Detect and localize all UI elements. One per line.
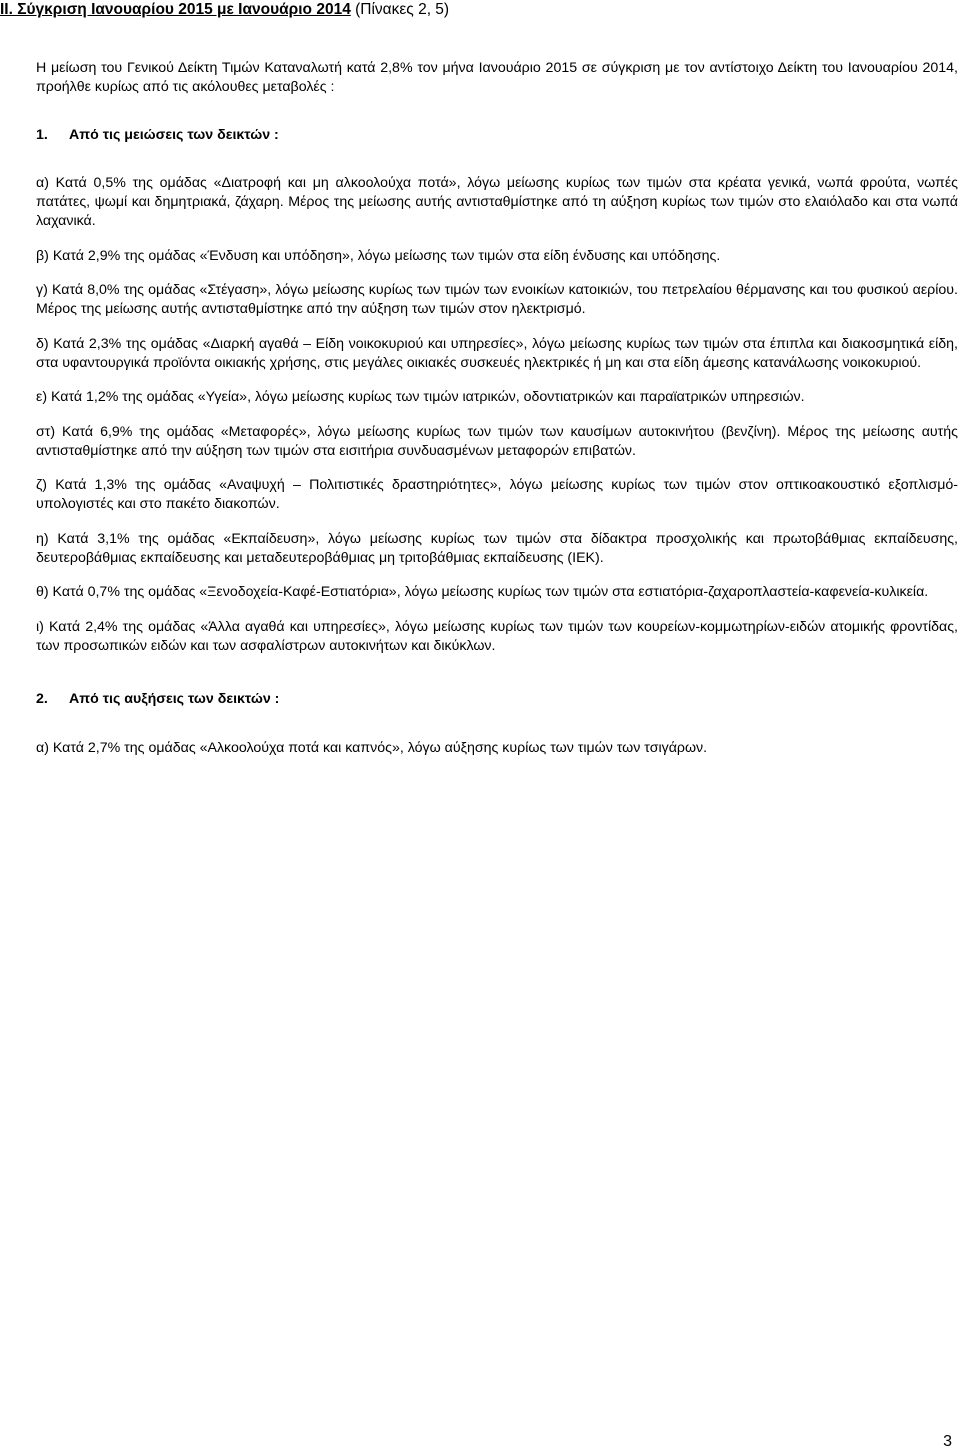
section-1-number: 1. [36,126,48,143]
decrease-item-c: γ) Κατά 8,0% της ομάδας «Στέγαση», λόγω μείωσης κυρίως των τιμών των ενοικίων κατοικιών, του πετρελαίου θέρμανσης και του φυσικού αερίου. Μέρος της μείωσης αυτής αντισταθμίστηκε από την αύξηση των τιμών στον ηλεκτρισμό. [36,282,958,318]
decrease-item-st: στ) Κατά 6,9% της ομάδας «Μεταφορές», λόγω μείωσης κυρίως των τιμών των καυσίμων αυτοκινήτου (βενζίνη). Μέρος της μείωσης αυτής αντισταθμίστηκε από την αύξηση των τιμών στα εισιτήρια συνδυασμένων μεταφορών επιβατών. [36,423,958,459]
section-heading-table-reference: (Πίνακες 2, 5) [355,1,450,18]
section-heading [0,0,449,20]
decrease-item-th: θ) Κατά 0,7% της ομάδας «Ξενοδοχεία-Καφέ-Εστιατόρια», λόγω μείωσης κυρίως των τιμών στα εστιατόρια-ζαχαροπλαστεία-καφενεία-κυλικεία. [36,584,929,601]
increase-item-a: α) Κατά 2,7% της ομάδας «Αλκοολούχα ποτά και καπνός», λόγω αύξησης κυρίως των τιμών των τσιγάρων. [36,739,708,756]
decrease-item-a: α) Κατά 0,5% της ομάδας «Διατροφή και μη αλκοολούχα ποτά», λόγω μείωσης κυρίως των τιμών στα κρέατα γενικά, νωπά φρούτα, νωπές πατάτες, ψωμί και δημητριακά, ζάχαρη. Μέρος της μείωσης αυτής αντισταθμίστηκε από τη αύξηση κυρίως των τιμών στο ελαιόλαδο και στα νωπά λαχανικά. [36,174,958,230]
decrease-item-e: ε) Κατά 1,2% της ομάδας «Υγεία», λόγω μείωσης κυρίως των τιμών ιατρικών, οδοντιατρικών και παραϊατρικών υπηρεσιών. [36,389,805,406]
section-2-number: 2. [36,691,48,708]
section-1-title-text: Από τις μειώσεις των δεικτών : [69,126,279,143]
decrease-item-b: β) Κατά 2,9% της ομάδας «Ένδυση και υπόδηση», λόγω μείωσης των τιμών στα είδη ένδυσης και υπόδησης. [36,247,721,264]
intro-paragraph: Η μείωση του Γενικού Δείκτη Τιμών Καταναλωτή κατά 2,8% τον μήνα Ιανουάριο 2015 σε σύγκριση με τον αντίστοιχο Δείκτη του Ιανουαρίου 2014, προήλθε κυρίως από τις ακόλουθες μεταβολές : [36,60,958,96]
section-heading-title: ΙΙ. Σύγκριση Ιανουαρίου 2015 με Ιανουάριο 2014 [0,1,351,18]
decrease-item-z: ζ) Κατά 1,3% της ομάδας «Αναψυχή – Πολιτιστικές δραστηριότητες», λόγω μείωσης κυρίως των τιμών στον οπτικοακουστικό εξοπλισμό-υπολογιστές και στο πακέτο διακοπών. [36,477,958,513]
section-1-title [36,126,958,145]
decrease-item-d: δ) Κατά 2,3% της ομάδας «Διαρκή αγαθά – Είδη νοικοκυριού και υπηρεσίες», λόγω μείωσης κυρίως των τιμών στα έπιπλα και διακοσμητικά είδη, στα υφαντουργικά προϊόντα οικιακής χρήσης, στις μεγάλες οικιακές συσκευές ηλεκτρικές ή μη και στα είδη άμεσης κατανάλωσης νοικοκυριού. [36,335,958,371]
section-2-title-text: Από τις αυξήσεις των δεικτών : [69,691,280,708]
page-number: 3 [943,1433,952,1450]
decrease-item-i: ι) Κατά 2,4% της ομάδας «Άλλα αγαθά και υπηρεσίες», λόγω μείωσης κυρίως των τιμών των κουρείων-κομμωτηρίων-ειδών ατομικής φροντίδας, των προσωπικών ειδών και των ασφαλίστρων αυτοκινήτων και δικύκλων. [36,618,958,654]
decrease-item-h: η) Κατά 3,1% της ομάδας «Εκπαίδευση», λόγω μείωσης κυρίως των τιμών στα δίδακτρα προσχολικής και πρωτοβάθμιας εκπαίδευσης, δευτεροβάθμιας εκπαίδευσης και μεταδευτεροβάθμιας μη τριτοβάθμιας εκπαίδευσης (ΙΕΚ). [36,530,958,567]
section-2-title [36,690,958,709]
document-body [36,59,958,758]
